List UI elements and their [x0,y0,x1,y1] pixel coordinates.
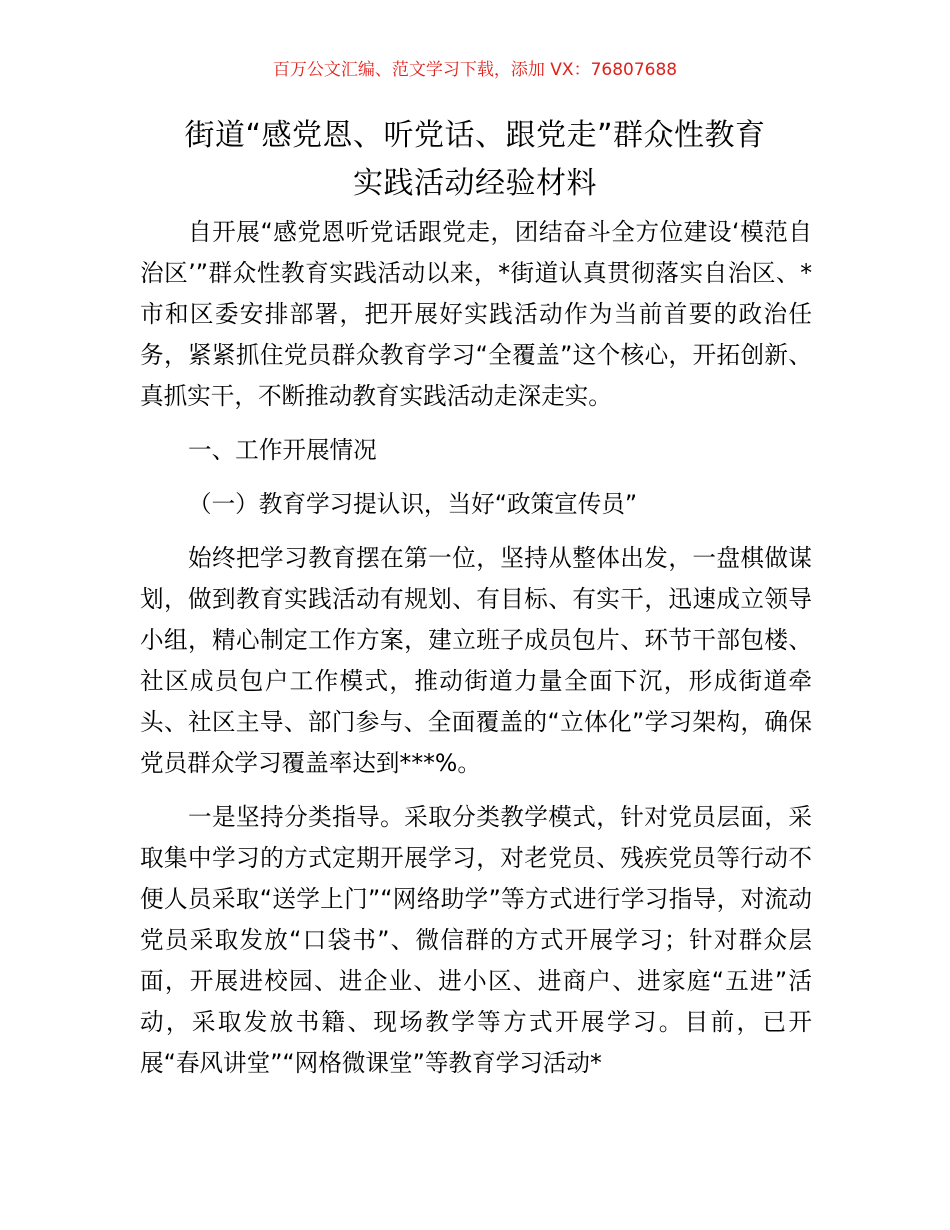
body-paragraph: 一是坚持分类指导。采取分类教学模式，针对党员层面，采取集中学习的方式定期开展学习，对老党员、残疾党员等行动不便人员采取“送学上门”“网络助学”等方式进行学习指导，对流动党员采取发放“口袋书”、微信群的方式开展学习；针对群众层面，开展进校园、进企业、进小区、进商户、进家庭“五进”活动，采取发放书籍、现场教学等方式开展学习。目前，已开展“春风讲堂”“网格微课堂”等教育学习活动* [140,803,812,1077]
subsection-heading-1: （一）教育学习提认识，当好“政策宣传员” [188,490,638,518]
title-line-2: 实践活动经验材料 [353,166,597,201]
body-paragraph: 始终把学习教育摆在第一位，坚持从整体出发，一盘棋做谋划，做到教育实践活动有规划、有目标、有实干，迅速成立领导小组，精心制定工作方案，建立班子成员包片、环节干部包楼、社区成员包户工作模式，推动街道力量全面下沉，形成街道牵头、社区主导、部门参与、全面覆盖的“立体化”学习架构，确保党员群众学习覆盖率达到***%。 [140,544,812,777]
intro-paragraph: 自开展“感党恩听党话跟党走，团结奋斗全方位建设‘模范自治区’”群众性教育实践活动以来，*街道认真贯彻落实自治区、*市和区委安排部署，把开展好实践活动作为当前首要的政治任务，紧紧抓住党员群众教育学习“全覆盖”这个核心，开拓创新、真抓实干，不断推动教育实践活动走深走实。 [140,218,812,410]
document-body [140,212,812,1084]
title-line-1: 街道“感党恩、听党话、跟党走”群众性教育 [184,118,766,153]
section-heading-1: 一、工作开展情况 [188,436,377,464]
header-watermark-note: 百万公文汇编、范文学习下载，添加 VX：76807688 [272,60,678,80]
document-title [100,112,850,208]
